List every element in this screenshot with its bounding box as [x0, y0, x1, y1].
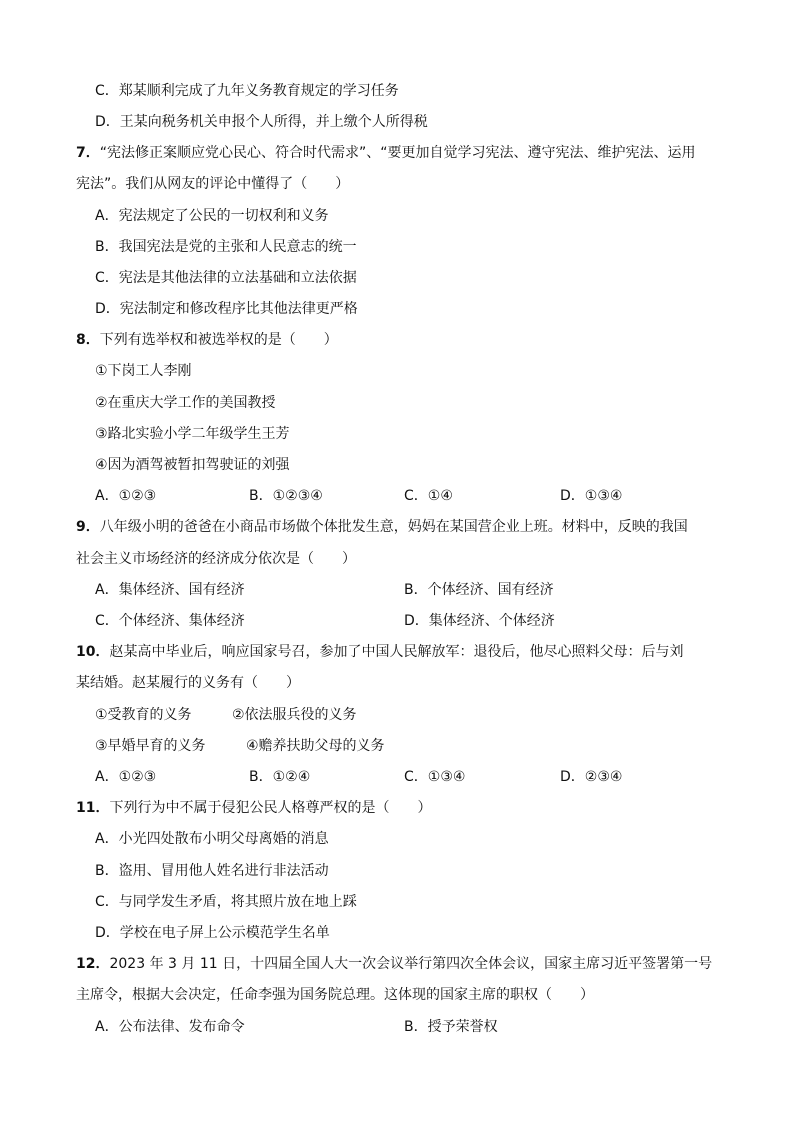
q11-option-c: C．与同学发生矛盾，将其照片放在地上踩	[95, 894, 357, 910]
q7-stem-line2: 宪法”。我们从网友的评论中懂得了（ ）	[76, 176, 350, 192]
q10-item-3: ③早婚早育的义务	[95, 738, 206, 754]
q11-option-d: D．学校在电子屏上公示模范学生名单	[95, 925, 330, 941]
q10-option-c: C．①③④	[404, 769, 466, 785]
q9-option-a: A．集体经济、国有经济	[95, 582, 245, 598]
q12-number: 12．	[76, 956, 110, 972]
q7-number: 7．	[76, 145, 100, 161]
q10-item-4: ④赡养扶助父母的义务	[246, 738, 385, 754]
q12-stem-line2: 主席令，根据大会决定，任命李强为国务院总理。这体现的国家主席的职权（ ）	[76, 987, 594, 1003]
q8-item-4: ④因为酒驾被暂扣驾驶证的刘强	[95, 457, 290, 473]
q7-option-d: D．宪法制定和修改程序比其他法律更严格	[95, 301, 358, 317]
q8-item-3: ③路北实验小学二年级学生王芳	[95, 426, 290, 442]
q12-stem-line1	[76, 954, 712, 974]
q6-option-c: C．郑某顺利完成了九年义务教育规定的学习任务	[95, 83, 399, 99]
q8-option-a: A．①②③	[95, 488, 157, 504]
q8-item-1: ①下岗工人李刚	[95, 363, 192, 379]
q11-option-a: A．小光四处散布小明父母离婚的消息	[95, 831, 329, 847]
q11-stem	[76, 798, 431, 818]
q10-stem-text1: 赵某高中毕业后，响应国家号召，参加了中国人民解放军：退役后，他尽心照料父母：后与刘	[109, 644, 684, 660]
q8-option-d: D．①③④	[560, 488, 623, 504]
q10-option-a: A．①②③	[95, 769, 157, 785]
q10-stem-line1	[76, 642, 683, 662]
q9-option-b: B．个体经济、国有经济	[404, 582, 554, 598]
q11-stem-text: 下列行为中不属于侵犯公民人格尊严权的是（ ）	[109, 800, 432, 816]
q7-option-a: A．宪法规定了公民的一切权利和义务	[95, 208, 329, 224]
q9-stem-line1	[76, 517, 688, 537]
q12-option-a: A．公布法律、发布命令	[95, 1019, 245, 1035]
q12-stem-text1: 2023 年 3 月 11 日，十四届全国人大一次会议举行第四次全体会议，国家主席习近平签署第一号	[109, 956, 713, 972]
q8-number: 8．	[76, 332, 100, 348]
q10-item-2: ②依法服兵役的义务	[232, 707, 357, 723]
q6-option-d: D．王某向税务机关申报个人所得，并上缴个人所得税	[95, 114, 428, 130]
q10-number: 10．	[76, 644, 110, 660]
q9-stem-text1: 八年级小明的爸爸在小商品市场做个体批发生意，妈妈在某国营企业上班。材料中，反映的我国	[99, 519, 688, 535]
q7-option-b: B．我国宪法是党的主张和人民意志的统一	[95, 239, 357, 255]
q9-option-c: C．个体经济、集体经济	[95, 613, 245, 629]
q7-stem-line1	[76, 143, 696, 163]
q11-option-b: B．盗用、冒用他人姓名进行非法活动	[95, 863, 329, 879]
q12-option-b: B．授予荣誉权	[404, 1019, 498, 1035]
q7-option-c: C．宪法是其他法律的立法基础和立法依据	[95, 270, 357, 286]
q11-number: 11．	[76, 800, 110, 816]
q7-stem-text1: “宪法修正案顺应党心民心、符合时代需求”、“要更加自觉学习宪法、遵守宪法、维护宪法、运用	[99, 145, 696, 161]
q9-option-d: D．集体经济、个体经济	[404, 613, 555, 629]
q8-stem	[76, 330, 338, 350]
q9-stem-line2: 社会主义市场经济的经济成分依次是（ ）	[76, 551, 356, 567]
q8-stem-text: 下列有选举权和被选举权的是（ ）	[99, 332, 338, 348]
q8-option-b: B．①②③④	[249, 488, 323, 504]
q10-stem-line2: 某结婚。赵某履行的义务有（ ）	[76, 675, 300, 691]
q10-option-b: B．①②④	[249, 769, 311, 785]
q10-option-d: D．②③④	[560, 769, 623, 785]
q10-item-1: ①受教育的义务	[95, 707, 192, 723]
q8-option-c: C．①④	[404, 488, 453, 504]
q9-number: 9．	[76, 519, 100, 535]
q8-item-2: ②在重庆大学工作的美国教授	[95, 395, 276, 411]
